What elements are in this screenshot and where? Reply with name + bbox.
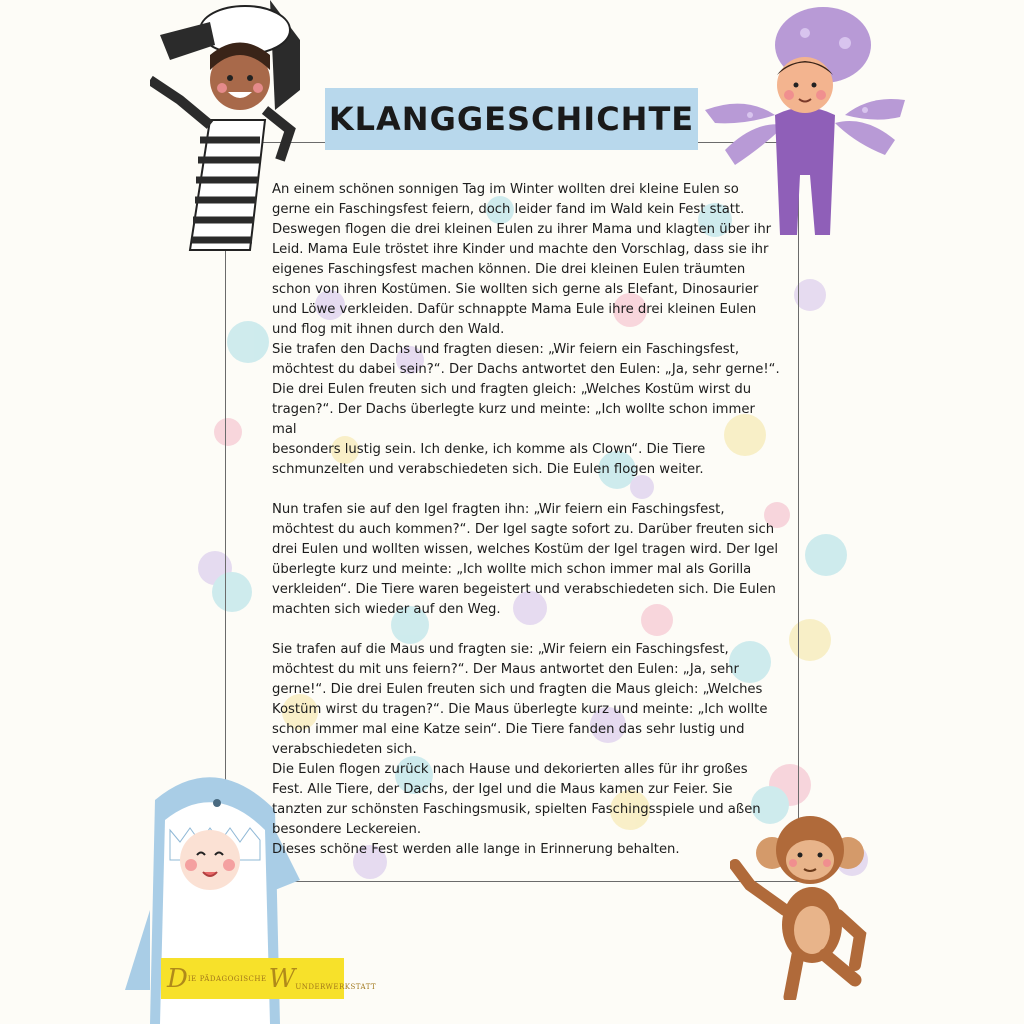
story-line: besondere Leckereien.: [272, 822, 422, 837]
brand-logo: [161, 958, 377, 999]
logo-text-under: UNDERWERKSTATT: [295, 983, 377, 991]
story-line: Dieses schöne Fest werden alle lange in Erinnerung behalten.: [272, 842, 680, 857]
story-line: und Löwe verkleiden. Dafür schnappte Mama Eule ihre drei kleinen Eulen: [272, 302, 757, 317]
story-line: Die drei Eulen freuten sich und fragten gleich: „Welches Kostüm wirst du: [272, 382, 752, 397]
story-line: verabschiedeten sich.: [272, 742, 417, 757]
story-line: tanzten zur schönsten Faschingsmusik, spielten Faschingsspiele und aßen: [272, 802, 761, 817]
story-line: möchtest du dabei sein?“. Der Dachs antwortet den Eulen: „Ja, sehr gerne!“.: [272, 362, 780, 377]
logo-text-ie: IE: [187, 974, 197, 983]
story-line: eigenes Faschingsfest machen können. Die drei kleinen Eulen träumten: [272, 262, 746, 277]
story-line: und flog mit ihnen durch den Wald.: [272, 322, 505, 337]
story-line: überlegte kurz und meinte: „Ich wollte mich schon immer mal als Gorilla: [272, 562, 752, 577]
title-banner: [325, 88, 698, 150]
logo-letter-d: D: [167, 963, 188, 994]
story-line: Leid. Mama Eule tröstet ihre Kinder und machte den Vorschlag, dass sie ihr: [272, 242, 769, 257]
story-line: An einem schönen sonnigen Tag im Winter wollten drei kleine Eulen so: [272, 182, 739, 197]
story-line: Sie trafen den Dachs und fragten diesen: „Wir feiern ein Faschingsfest,: [272, 342, 740, 357]
story-line: möchtest du auch kommen?“. Der Igel sagte sofort zu. Darüber freuten sich: [272, 522, 775, 537]
story-line: schmunzelten und verabschiedeten sich. Die Eulen flogen weiter.: [272, 462, 704, 477]
story-line: tragen?“. Der Dachs überlegte kurz und meinte: „Ich wollte schon immer mal: [272, 402, 755, 437]
story-line: schon von ihren Kostümen. Sie wollten sich gerne als Elefant, Dinosaurier: [272, 282, 759, 297]
story-line: Fest. Alle Tiere, der Dachs, der Igel und die Maus kamen zur Feier. Sie: [272, 782, 733, 797]
story-line: gerne ein Faschingsfest feiern, doch leider fand im Wald kein Fest statt.: [272, 202, 745, 217]
page-title: KLANGGESCHICHTE: [328, 100, 695, 138]
story-line: Kostüm wirst du tragen?“. Die Maus überlegte kurz und meinte: „Ich wollte: [272, 702, 768, 717]
logo-letter-w: W: [268, 963, 296, 994]
story-line: gerne!“. Die drei Eulen freuten sich und fragten die Maus gleich: „Welches: [272, 682, 763, 697]
story-line: verkleiden“. Die Tiere waren begeistert und verabschiedeten sich. Die Eulen: [272, 582, 776, 597]
logo-text-paed: PÄDAGOGISCHE: [199, 974, 267, 983]
story-line: besonders lustig sein. Ich denke, ich komme als Clown“. Die Tiere: [272, 442, 706, 457]
story-line: drei Eulen und wollten wissen, welches Kostüm der Igel tragen wird. Der Igel: [272, 542, 779, 557]
story-line: Nun trafen sie auf den Igel fragten ihn: „Wir feiern ein Faschingsfest,: [272, 502, 725, 517]
story-line: schon immer mal eine Katze sein“. Die Tiere fanden das sehr lustig und: [272, 722, 745, 737]
story-line: Deswegen flogen die drei kleinen Eulen zu ihrer Mama und klagten über ihr: [272, 222, 772, 237]
story-line: Die Eulen flogen zurück nach Hause und dekorierten alles für ihr großes: [272, 762, 748, 777]
story-line: Sie trafen auf die Maus und fragten sie: „Wir feiern ein Faschingsfest,: [272, 642, 729, 657]
story-line: machten sich wieder auf den Weg.: [272, 602, 501, 617]
story-line: möchtest du mit uns feiern?“. Der Maus antwortet den Eulen: „Ja, sehr: [272, 662, 739, 677]
story-text: [272, 180, 782, 860]
